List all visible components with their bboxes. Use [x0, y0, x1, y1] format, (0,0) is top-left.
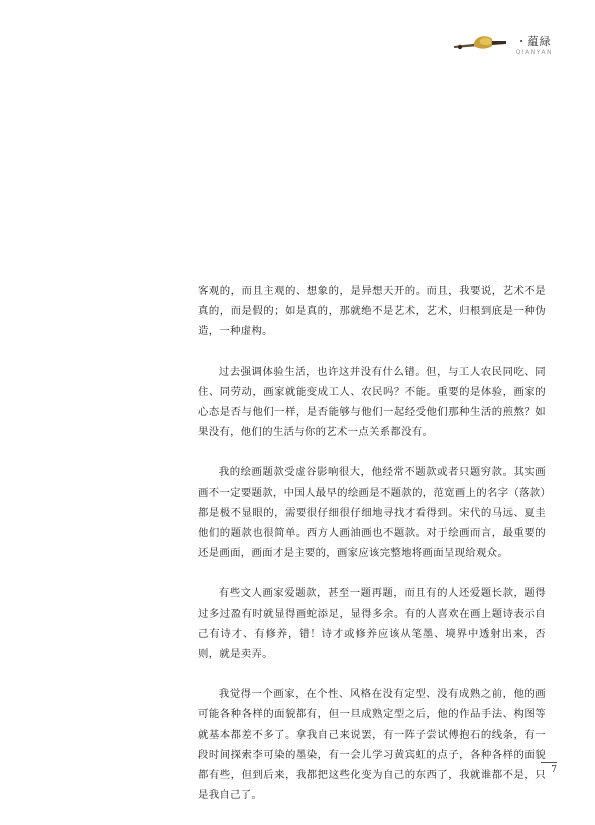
paragraph: 客观的，而且主观的、想象的，是异想天开的。而且，我要说，艺术不是真的，而是假的；如是真的，那就绝不是艺术，艺术，归根到底是一种伪造，一种虚构。: [198, 285, 546, 338]
header-subtitle: QIANYAN: [515, 49, 553, 56]
header-title: ・藴緑: [515, 35, 552, 48]
article-body: [198, 281, 546, 825]
paragraph: 我的绘画题款受虚谷影响很大，他经常不题款或者只题穷款。其实画画不一定要题款，中国人最早的绘画是不题款的，范宽画上的名字（落款）都是极不显眼的，需要很仔细很仔细地寻找才看得到。宋代的马远、夏圭他们的题款也很简单。西方人画油画也不题款。对于绘画而言，最重要的还是画面，画面才是主要的，画家应该完整地将画面呈现给观众。: [198, 466, 546, 560]
paragraph: 有些文人画家爱题款，甚至一题再题，而且有的人还爱题长款，题得过多过盈有时就显得画蛇添足，显得多余。有的人喜欢在画上题诗表示自己有诗才、有修养，错！诗才或修养应该从笔墨、境界中透射出来，否则，就是卖弄。: [198, 587, 546, 661]
page-header: [452, 30, 553, 56]
brush-logo-icon: [452, 30, 512, 56]
page-number: 7: [541, 762, 557, 775]
paragraph: 过去强调体验生活，也许这并没有什么错。但，与工人农民同吃、同住、同劳动，画家就能变成工人、农民吗？不能。重要的是体验，画家的心态是否与他们一样，是否能够与他们一起经受他们那种生活的煎熬？如果没有，他们的生活与你的艺术一点关系都没有。: [198, 365, 546, 439]
paragraph: 我觉得一个画家，在个性、风格在没有定型、没有成熟之前，他的画可能各种各样的面貌都有，但一旦成熟定型之后，他的作品手法、构图等就基本都差不多了。拿我自己来说罢，有一阵子尝试傅抱石的线条，有一段时间探索李可染的墨染，有一会儿学习黄宾虹的点子，各种各样的面貌都有些，但到后来，我都把这些化变为自己的东西了，我就谁都不是，只是我自己了。: [198, 688, 546, 802]
